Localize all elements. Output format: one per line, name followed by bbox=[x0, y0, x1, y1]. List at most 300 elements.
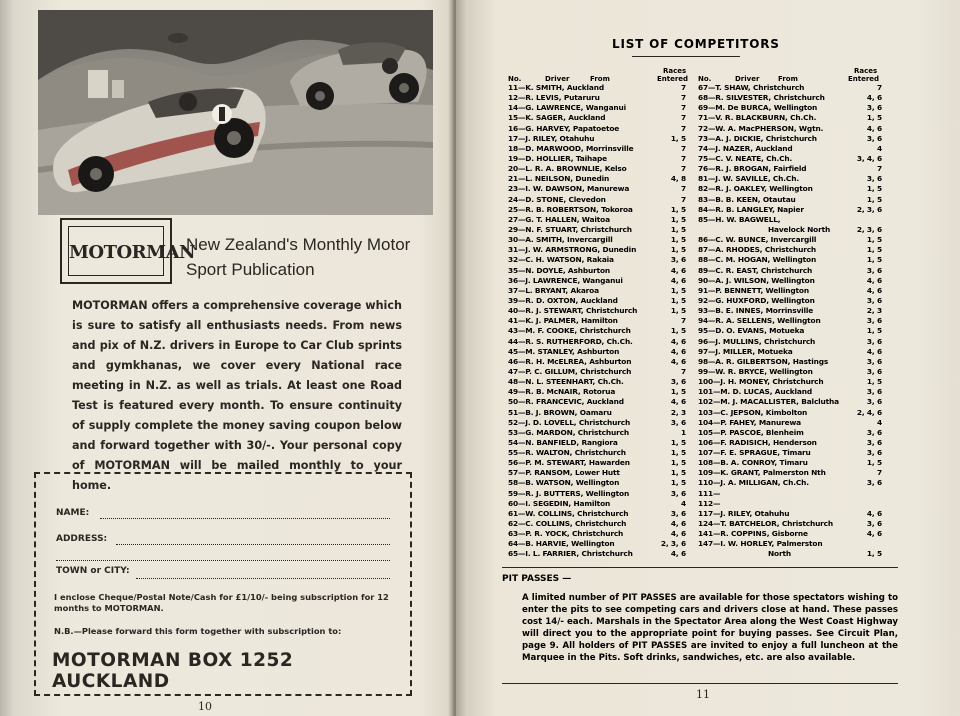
pit-bottom-rule bbox=[502, 683, 898, 684]
competitor-row bbox=[508, 103, 686, 113]
competitor-entry: 110—J. A. MILLIGAN, Ch.Ch. bbox=[698, 478, 809, 488]
competitor-row bbox=[508, 347, 686, 357]
tagline: New Zealand's Monthly Motor Sport Publication bbox=[186, 235, 411, 279]
races-entered: 1, 5 bbox=[866, 245, 882, 255]
competitor-entry: 69—M. De BURCA, Wellington bbox=[698, 103, 818, 113]
races-entered: 1, 5 bbox=[670, 295, 686, 305]
header-driver: Driver bbox=[545, 75, 570, 83]
races-entered: 7 bbox=[681, 143, 686, 153]
competitor-entry: 12—R. LEVIS, Putaruru bbox=[508, 93, 600, 103]
races-entered: 1, 5 bbox=[670, 245, 686, 255]
races-entered: 1, 5 bbox=[670, 133, 686, 143]
competitor-row bbox=[508, 499, 686, 509]
competitor-entry: 104—P. FAHEY, Manurewa bbox=[698, 417, 801, 427]
competitor-row bbox=[508, 377, 686, 387]
competitor-row bbox=[508, 478, 686, 488]
competitor-row bbox=[698, 377, 882, 387]
left-page bbox=[0, 0, 456, 716]
races-entered: 7 bbox=[877, 83, 882, 92]
races-entered: 3, 6 bbox=[866, 174, 882, 184]
races-entered: 1, 5 bbox=[866, 377, 882, 387]
competitor-row bbox=[698, 195, 882, 205]
competitor-entry: 60—I. SEGEDIN, Hamilton bbox=[508, 498, 611, 508]
races-entered: 2, 4, 6 bbox=[856, 407, 882, 417]
competitor-row bbox=[698, 225, 882, 235]
competitor-row bbox=[698, 519, 882, 529]
competitor-entry: 50—R. FRANCEVIC, Auckland bbox=[508, 397, 624, 407]
races-entered: 1, 5 bbox=[866, 235, 882, 245]
competitor-entry: 112— bbox=[698, 498, 721, 508]
competitor-entry: 24—D. STONE, Clevedon bbox=[508, 194, 606, 204]
competitor-entry: 62—C. COLLINS, Christchurch bbox=[508, 519, 627, 529]
races-entered: 1, 5 bbox=[866, 458, 882, 468]
competitor-entry: 45—M. STANLEY, Ashburton bbox=[508, 346, 620, 356]
competitor-row bbox=[698, 296, 882, 306]
competitor-list-left bbox=[508, 83, 686, 560]
competitor-entry: 96—J. MULLINS, Christchurch bbox=[698, 336, 816, 346]
list-title: LIST OF COMPETITORS bbox=[612, 37, 780, 51]
address-field-line-2[interactable] bbox=[56, 560, 390, 561]
competitor-entry: Havelock North bbox=[768, 224, 831, 234]
races-entered: 4, 6 bbox=[866, 346, 882, 356]
races-entered: 3, 6 bbox=[866, 103, 882, 113]
races-entered: 3, 6 bbox=[866, 265, 882, 275]
competitor-row bbox=[508, 438, 686, 448]
races-entered: 1, 5 bbox=[670, 478, 686, 488]
competitor-entry: 82—R. J. OAKLEY, Wellington bbox=[698, 184, 813, 194]
competitor-entry: 55—R. WALTON, Christchurch bbox=[508, 448, 626, 458]
races-entered: 3, 6 bbox=[866, 387, 882, 397]
competitor-row bbox=[698, 397, 882, 407]
races-entered: 3, 6 bbox=[670, 377, 686, 387]
competitor-row bbox=[508, 539, 686, 549]
competitor-row bbox=[698, 276, 882, 286]
competitor-row bbox=[698, 549, 882, 559]
competitor-entry: 92—G. HUXFORD, Wellington bbox=[698, 295, 815, 305]
competitor-row bbox=[508, 357, 686, 367]
races-entered: 7 bbox=[681, 103, 686, 113]
header-no-2: No. bbox=[698, 75, 712, 83]
town-field[interactable] bbox=[136, 578, 390, 579]
competitor-row bbox=[698, 478, 882, 488]
competitor-entry: 64—B. HARVIE, Wellington bbox=[508, 539, 615, 549]
competitor-entry: 98—A. R. GILBERTSON, Hastings bbox=[698, 356, 829, 366]
competitor-entry: 61—W. COLLINS, Christchurch bbox=[508, 508, 629, 518]
competitor-entry: 101—M. D. LUCAS, Auckland bbox=[698, 387, 812, 397]
competitor-entry: 35—N. DOYLE, Ashburton bbox=[508, 265, 611, 275]
races-entered: 4, 6 bbox=[866, 508, 882, 518]
competitor-entry: 23—I. W. DAWSON, Manurewa bbox=[508, 184, 630, 194]
enclose-text: I enclose Cheque/Postal Note/Cash for £1/10/- being subscription for 12 months to MOTORMAN. bbox=[54, 592, 389, 613]
races-entered: 3, 6 bbox=[866, 437, 882, 447]
competitor-row bbox=[698, 357, 882, 367]
competitor-row bbox=[698, 205, 882, 215]
header-from-2: From bbox=[778, 75, 798, 83]
competitor-list-right bbox=[698, 83, 882, 560]
races-entered: 7 bbox=[681, 164, 686, 174]
races-entered: 4, 6 bbox=[670, 346, 686, 356]
competitor-row bbox=[508, 195, 686, 205]
competitor-row bbox=[508, 134, 686, 144]
races-entered: 3, 6 bbox=[866, 295, 882, 305]
competitor-row bbox=[698, 509, 882, 519]
races-entered: 4 bbox=[877, 143, 882, 153]
competitor-row bbox=[508, 428, 686, 438]
races-entered: 7 bbox=[877, 468, 882, 478]
races-entered: 1, 5 bbox=[670, 306, 686, 316]
competitor-row bbox=[508, 509, 686, 519]
competitor-row bbox=[508, 83, 686, 93]
competitor-entry: 85—H. W. BAGWELL, bbox=[698, 214, 781, 224]
races-entered: 4, 6 bbox=[866, 285, 882, 295]
competitor-row bbox=[508, 154, 686, 164]
races-entered: 3, 6 bbox=[866, 519, 882, 529]
motorman-logo bbox=[60, 218, 195, 284]
competitor-row bbox=[508, 113, 686, 123]
competitor-row bbox=[698, 134, 882, 144]
competitor-entry: 21—L. NEILSON, Dunedin bbox=[508, 174, 610, 184]
races-entered: 4, 6 bbox=[866, 275, 882, 285]
competitor-row bbox=[508, 144, 686, 154]
races-entered: 1, 5 bbox=[670, 437, 686, 447]
competitor-entry: 75—C. V. NEATE, Ch.Ch. bbox=[698, 153, 793, 163]
competitor-entry: 30—A. SMITH, Invercargill bbox=[508, 235, 613, 245]
races-entered: 1, 5 bbox=[866, 184, 882, 194]
races-entered: 1, 5 bbox=[866, 194, 882, 204]
races-entered: 4, 6 bbox=[670, 265, 686, 275]
competitor-entry: 44—R. S. RUTHERFORD, Ch.Ch. bbox=[508, 336, 633, 346]
races-entered: 4, 6 bbox=[866, 123, 882, 133]
races-entered: 3, 6 bbox=[866, 427, 882, 437]
races-entered: 4, 6 bbox=[670, 529, 686, 539]
competitor-row bbox=[508, 296, 686, 306]
competitor-row bbox=[698, 154, 882, 164]
races-entered: 3, 6 bbox=[670, 488, 686, 498]
competitor-entry: 53—G. MARDON, Christchurch bbox=[508, 427, 629, 437]
races-entered: 1, 5 bbox=[866, 113, 882, 123]
races-entered: 4, 6 bbox=[670, 397, 686, 407]
competitor-row bbox=[698, 93, 882, 103]
races-entered: 4 bbox=[681, 498, 686, 508]
competitor-row bbox=[698, 144, 882, 154]
competitor-entry: 57—P. RANSOM, Lower Hutt bbox=[508, 468, 620, 478]
competitor-row bbox=[698, 337, 882, 347]
races-entered: 1, 5 bbox=[670, 214, 686, 224]
races-entered: 1, 5 bbox=[670, 448, 686, 458]
competitor-entry: 51—B. J. BROWN, Oamaru bbox=[508, 407, 612, 417]
competitor-entry: 19—D. HOLLIER, Taihape bbox=[508, 153, 607, 163]
races-entered: 2, 3, 6 bbox=[660, 539, 686, 549]
races-entered: 7 bbox=[681, 184, 686, 194]
competitor-row bbox=[698, 458, 882, 468]
competitor-row bbox=[698, 418, 882, 428]
competitor-entry: 73—A. J. DICKIE, Christchurch bbox=[698, 133, 817, 143]
races-entered: 3, 6 bbox=[670, 417, 686, 427]
competitor-entry: 46—R. H. McELREA, Ashburton bbox=[508, 356, 632, 366]
competitor-row bbox=[698, 428, 882, 438]
competitor-entry: 27—G. T. HALLEN, Waitoa bbox=[508, 214, 610, 224]
races-entered: 3, 6 bbox=[866, 316, 882, 326]
competitor-entry: 117—J. RILEY, Otahuhu bbox=[698, 508, 790, 518]
races-entered: 7 bbox=[877, 164, 882, 174]
competitor-row bbox=[508, 316, 686, 326]
competitor-entry: 11—K. SMITH, Auckland bbox=[508, 83, 605, 92]
competitor-row bbox=[508, 306, 686, 316]
competitor-entry: 47—P. C. GILLUM, Christchurch bbox=[508, 366, 632, 376]
competitor-row bbox=[508, 326, 686, 336]
competitor-entry: 86—C. W. BUNCE, Invercargill bbox=[698, 235, 817, 245]
competitor-row bbox=[698, 448, 882, 458]
races-entered: 7 bbox=[681, 93, 686, 103]
competitor-row bbox=[508, 215, 686, 225]
competitor-entry: 32—C. H. WATSON, Rakaia bbox=[508, 255, 614, 265]
competitor-row bbox=[508, 337, 686, 347]
competitor-entry: 58—B. WATSON, Wellington bbox=[508, 478, 620, 488]
competitor-entry: 87—A. RHODES, Christchurch bbox=[698, 245, 817, 255]
competitor-entry: 102—M. J. MACALLISTER, Balclutha bbox=[698, 397, 840, 407]
competitor-entry: 99—W. R. BRYCE, Wellington bbox=[698, 366, 813, 376]
races-entered: 7 bbox=[681, 123, 686, 133]
competitor-entry: 39—R. D. OXTON, Auckland bbox=[508, 295, 618, 305]
header-races-2: Races bbox=[854, 67, 878, 75]
competitor-row bbox=[508, 458, 686, 468]
competitor-entry: 100—J. H. MONEY, Christchurch bbox=[698, 377, 824, 387]
competitor-row bbox=[508, 266, 686, 276]
races-entered: 1, 5 bbox=[670, 235, 686, 245]
competitor-entry: 40—R. J. STEWART, Christchurch bbox=[508, 306, 638, 316]
pit-passes-heading: PIT PASSES — bbox=[502, 574, 572, 584]
races-entered: 3, 6 bbox=[670, 508, 686, 518]
competitor-row bbox=[508, 286, 686, 296]
competitor-entry: 111— bbox=[698, 488, 721, 498]
competitor-row bbox=[508, 367, 686, 377]
races-entered: 4, 8 bbox=[670, 174, 686, 184]
races-entered: 7 bbox=[681, 83, 686, 92]
races-entered: 4, 6 bbox=[670, 549, 686, 559]
competitor-row bbox=[698, 245, 882, 255]
competitor-entry: 89—C. R. EAST, Christchurch bbox=[698, 265, 813, 275]
subscription-coupon bbox=[34, 472, 412, 696]
page-number-right: 11 bbox=[696, 688, 710, 701]
competitor-row bbox=[508, 184, 686, 194]
competitor-entry: 14—G. LAWRENCE, Wanganui bbox=[508, 103, 627, 113]
races-entered: 3, 6 bbox=[866, 366, 882, 376]
competitor-entry: 49—R. B. McNAIR, Rotorua bbox=[508, 387, 616, 397]
competitor-entry: 97—J. MILLER, Motueka bbox=[698, 346, 793, 356]
competitor-row bbox=[508, 225, 686, 235]
competitor-row bbox=[508, 235, 686, 245]
races-entered: 3, 4, 6 bbox=[856, 153, 882, 163]
competitor-row bbox=[698, 124, 882, 134]
races-entered: 1, 5 bbox=[670, 458, 686, 468]
races-entered: 2, 3, 6 bbox=[856, 224, 882, 234]
competitor-entry: 83—B. B. KEEN, Otautau bbox=[698, 194, 796, 204]
races-entered: 1, 5 bbox=[866, 326, 882, 336]
competitor-row bbox=[698, 367, 882, 377]
competitor-row bbox=[508, 418, 686, 428]
races-entered: 4, 6 bbox=[866, 529, 882, 539]
header-entered-2: Entered bbox=[848, 75, 880, 83]
competitor-row bbox=[698, 539, 882, 549]
mailing-address: MOTORMAN BOX 1252 AUCKLAND bbox=[52, 650, 294, 692]
competitor-row bbox=[508, 549, 686, 559]
competitor-entry: 16—G. HARVEY, Papatoetoe bbox=[508, 123, 620, 133]
competitor-entry: 109—K. GRANT, Palmerston Nth bbox=[698, 468, 826, 478]
races-entered: 1, 5 bbox=[866, 549, 882, 559]
competitor-row bbox=[698, 266, 882, 276]
competitor-entry: North bbox=[768, 549, 791, 559]
header-from: From bbox=[590, 75, 610, 83]
competitor-entry: 67—T. SHAW, Christchurch bbox=[698, 83, 805, 92]
races-entered: 2, 3 bbox=[670, 407, 686, 417]
races-entered: 3, 6 bbox=[866, 336, 882, 346]
competitor-entry: 76—R. J. BROGAN, Fairfield bbox=[698, 164, 807, 174]
competitor-entry: 107—F. E. SPRAGUE, Timaru bbox=[698, 448, 811, 458]
competitor-row bbox=[508, 93, 686, 103]
name-label: NAME: bbox=[56, 508, 90, 518]
competitor-entry: 43—M. F. COOKE, Christchurch bbox=[508, 326, 631, 336]
competitor-row bbox=[698, 438, 882, 448]
competitor-row bbox=[698, 326, 882, 336]
races-entered: 1, 5 bbox=[670, 468, 686, 478]
races-entered: 4, 6 bbox=[670, 356, 686, 366]
competitor-row bbox=[698, 499, 882, 509]
races-entered: 1, 5 bbox=[670, 326, 686, 336]
competitor-row bbox=[508, 164, 686, 174]
competitor-row bbox=[698, 468, 882, 478]
competitor-row bbox=[698, 529, 882, 539]
races-entered: 3, 6 bbox=[670, 255, 686, 265]
ad-blurb: MOTORMAN offers a comprehensive coverage which is sure to satisfy all enthusiasts needs. From news and pix of N.Z. drivers in Europe to Car Club sprints and gymkhanas, we cover every National race meeting in N.Z. as well as trials. At least one Road Test is featured every month. To ensure continuity of supply complete the money saving coupon below and forward together with 30/-. Your personal copy of MOTORMAN will be mailed monthly to your home. bbox=[72, 299, 402, 492]
competitor-row bbox=[698, 489, 882, 499]
races-entered: 4, 6 bbox=[670, 275, 686, 285]
competitor-entry: 141—R. COPPINS, Gisborne bbox=[698, 529, 808, 539]
competitor-row bbox=[508, 408, 686, 418]
competitor-entry: 108—B. A. CONROY, Timaru bbox=[698, 458, 808, 468]
competitor-row bbox=[508, 276, 686, 286]
races-entered: 7 bbox=[681, 316, 686, 326]
pit-top-rule bbox=[502, 567, 898, 568]
competitor-entry: 59—R. J. BUTTERS, Wellington bbox=[508, 488, 630, 498]
race-cars-photo bbox=[38, 10, 433, 215]
address-field[interactable] bbox=[116, 544, 390, 545]
competitor-row bbox=[508, 245, 686, 255]
races-entered: 3, 6 bbox=[866, 397, 882, 407]
competitor-entry: 147—I. W. HORLEY, Palmerston bbox=[698, 539, 823, 549]
races-entered: 3, 6 bbox=[866, 478, 882, 488]
competitor-entry: 72—W. A. MacPHERSON, Wgtn. bbox=[698, 123, 824, 133]
competitor-row bbox=[508, 529, 686, 539]
competitor-row bbox=[698, 255, 882, 265]
competitor-row bbox=[698, 347, 882, 357]
competitor-row bbox=[508, 519, 686, 529]
competitor-entry: 31—J. W. ARMSTRONG, Dunedin bbox=[508, 245, 637, 255]
races-entered: 4, 6 bbox=[866, 93, 882, 103]
races-entered: 1, 5 bbox=[866, 255, 882, 265]
nb-text: N.B.—Please forward this form together with subscription to: bbox=[54, 626, 342, 636]
competitor-entry: 81—J. W. SAVILLE, Ch.Ch. bbox=[698, 174, 799, 184]
competitor-entry: 17—J. RILEY, Otahuhu bbox=[508, 133, 595, 143]
competitor-row bbox=[508, 205, 686, 215]
competitor-entry: 25—R. B. ROBERTSON, Tokoroa bbox=[508, 204, 633, 214]
competitor-entry: 15—K. SAGER, Auckland bbox=[508, 113, 606, 123]
competitor-entry: 36—J. LAWRENCE, Wanganui bbox=[508, 275, 623, 285]
competitor-row bbox=[698, 164, 882, 174]
competitor-entry: 65—I. L. FARRIER, Christchurch bbox=[508, 549, 633, 559]
competitor-row bbox=[508, 124, 686, 134]
title-underline bbox=[632, 56, 740, 57]
competitor-entry: 56—P. M. STEWART, Hawarden bbox=[508, 458, 630, 468]
competitor-row bbox=[698, 316, 882, 326]
competitor-row bbox=[508, 397, 686, 407]
competitor-entry: 68—R. SILVESTER, Christchurch bbox=[698, 93, 825, 103]
competitor-row bbox=[698, 306, 882, 316]
competitor-entry: 105—P. PASCOE, Blenheim bbox=[698, 427, 804, 437]
races-entered: 1, 5 bbox=[670, 387, 686, 397]
competitor-entry: 88—C. M. HOGAN, Wellington bbox=[698, 255, 817, 265]
races-entered: 3, 6 bbox=[866, 133, 882, 143]
competitor-entry: 29—N. F. STUART, Christchurch bbox=[508, 224, 632, 234]
pit-passes-text: A limited number of PIT PASSES are available for those spectators wishing to enter the pits to see competing cars and drivers close at hand. These passes cost 14/- each. Marshals in the Spectator Area along the West Coast Highway will direct you to the appropriate point for buying passes. See Circuit Plan, page 9. All holders of PIT PASSES are invited to enjoy a full luncheon at the Marquee in the Pits. Soft drinks, sandwiches, etc. are also available. bbox=[522, 593, 898, 664]
competitor-row bbox=[508, 489, 686, 499]
page-number-left: 10 bbox=[198, 700, 212, 713]
competitor-row bbox=[698, 387, 882, 397]
name-field[interactable] bbox=[100, 518, 390, 519]
competitor-entry: 103—C. JEPSON, Kimbolton bbox=[698, 407, 808, 417]
competitor-row bbox=[698, 174, 882, 184]
competitor-entry: 124—T. BATCHELOR, Christchurch bbox=[698, 519, 834, 529]
competitor-entry: 48—N. L. STEENHART, Ch.Ch. bbox=[508, 377, 624, 387]
competitor-entry: 37—L. BRYANT, Akaroa bbox=[508, 285, 599, 295]
town-label: TOWN or CITY: bbox=[56, 566, 130, 576]
competitor-row bbox=[698, 113, 882, 123]
competitor-entry: 95—D. O. EVANS, Motueka bbox=[698, 326, 805, 336]
races-entered: 1 bbox=[681, 427, 686, 437]
races-entered: 2, 3 bbox=[866, 306, 882, 316]
competitor-row bbox=[698, 103, 882, 113]
races-entered: 7 bbox=[681, 113, 686, 123]
competitor-entry: 84—R. B. LANGLEY, Napier bbox=[698, 204, 804, 214]
competitor-entry: 74—J. NAZER, Auckland bbox=[698, 143, 793, 153]
address-label: ADDRESS: bbox=[56, 534, 108, 544]
competitor-entry: 18—D. MARWOOD, Morrinsville bbox=[508, 143, 634, 153]
competitor-row bbox=[508, 255, 686, 265]
competitor-row bbox=[698, 83, 882, 93]
competitor-row bbox=[508, 387, 686, 397]
races-entered: 4, 6 bbox=[670, 519, 686, 529]
competitor-entry: 90—A. J. WILSON, Wellington bbox=[698, 275, 815, 285]
races-entered: 4, 6 bbox=[670, 336, 686, 346]
competitor-entry: 63—P. R. YOCK, Christchurch bbox=[508, 529, 624, 539]
races-entered: 2, 3, 6 bbox=[856, 204, 882, 214]
races-entered: 4 bbox=[877, 417, 882, 427]
header-entered: Entered bbox=[657, 75, 689, 83]
competitor-row bbox=[698, 215, 882, 225]
competitor-row bbox=[698, 408, 882, 418]
races-entered: 3, 6 bbox=[866, 448, 882, 458]
races-entered: 1, 5 bbox=[670, 285, 686, 295]
competitor-row bbox=[508, 448, 686, 458]
races-entered: 7 bbox=[681, 153, 686, 163]
competitor-entry: 54—N. BANFIELD, Rangiora bbox=[508, 437, 618, 447]
header-no: No. bbox=[508, 75, 522, 83]
races-entered: 7 bbox=[681, 366, 686, 376]
competitor-entry: 93—B. E. INNES, Morrinsville bbox=[698, 306, 814, 316]
races-entered: 1, 5 bbox=[670, 204, 686, 214]
competitor-row bbox=[698, 286, 882, 296]
races-entered: 3, 6 bbox=[866, 356, 882, 366]
competitor-row bbox=[698, 235, 882, 245]
